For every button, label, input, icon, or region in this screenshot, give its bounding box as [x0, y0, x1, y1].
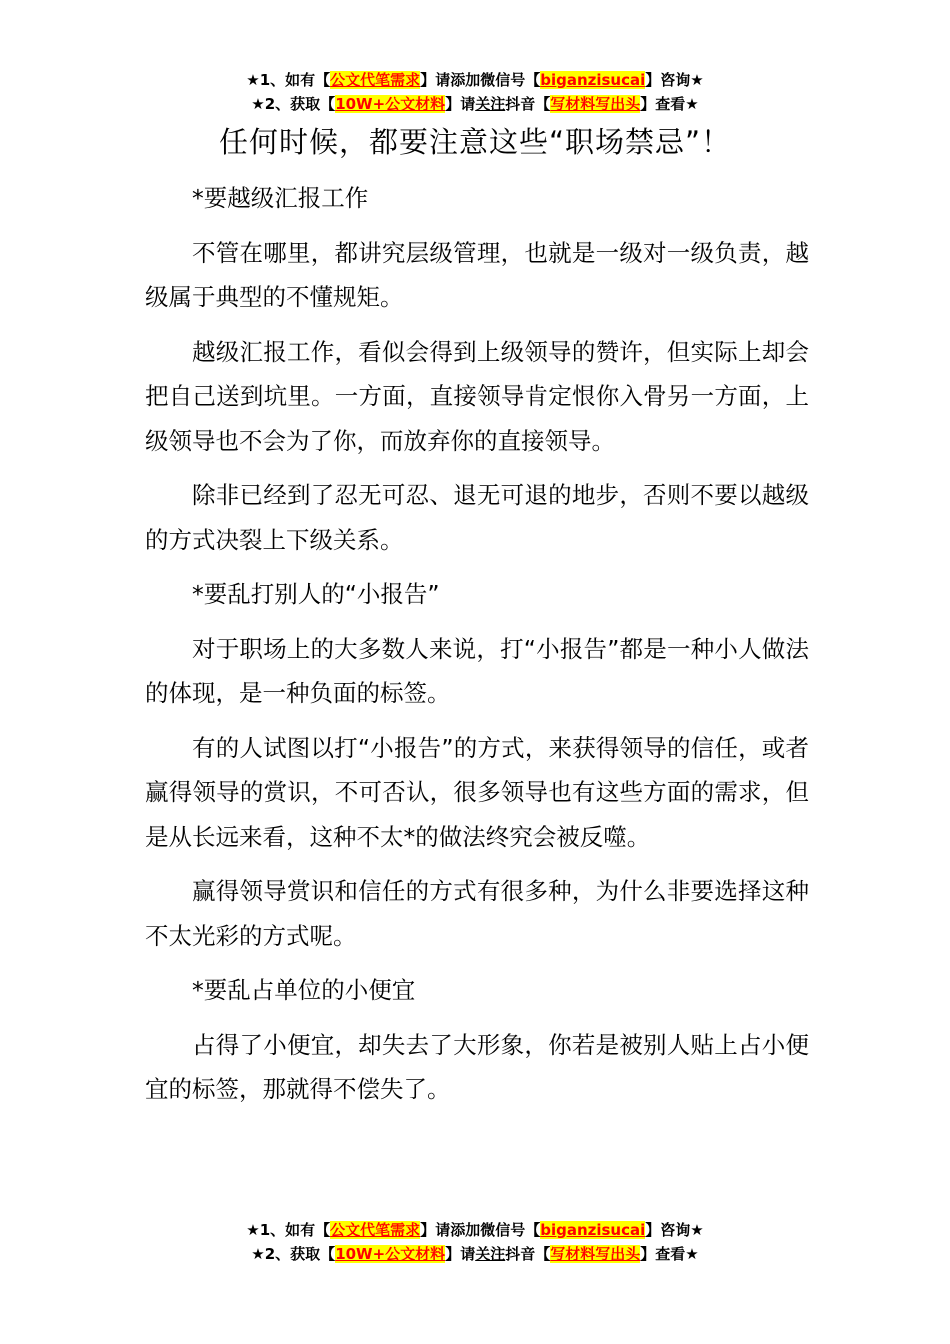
banner-text: ★1、如有【 [246, 71, 331, 89]
body-paragraph: 赢得领导赏识和信任的方式有很多种，为什么非要选择这种不太光彩的方式呢。 [145, 877, 809, 950]
banner-text: 】咨询★ [645, 1221, 704, 1239]
top-banner [0, 68, 950, 116]
banner-text: ★1、如有【 [246, 1221, 331, 1239]
banner-text: 】请添加微信号【 [420, 71, 541, 89]
banner-text: 抖音【 [505, 95, 551, 113]
banner-text: 关注 [475, 95, 506, 113]
banner-line-2 [0, 1242, 950, 1266]
body-paragraph: 除非已经到了忍无可忍、退无可退的地步，否则不要以越级的方式决裂上下级关系。 [145, 481, 809, 554]
banner-text: 】请添加微信号【 [420, 1221, 541, 1239]
banner-text: 】请 [445, 95, 476, 113]
banner-text: 】请 [445, 1245, 476, 1263]
banner-highlight: 10W+公文材料 [335, 95, 446, 113]
banner-line-2 [0, 92, 950, 116]
section-heading: *要乱打别人的“小报告” [192, 580, 440, 608]
body-paragraph: 有的人试图以打“小报告”的方式，来获得领导的信任，或者赢得领导的赏识，不可否认，很多领导也有这些方面的需求，但是从长远来看，这种不太*的做法终究会被反噬。 [145, 733, 809, 851]
douyin-id-highlight: 写材料写出头 [550, 95, 641, 113]
banner-highlight: 10W+公文材料 [335, 1245, 446, 1263]
body-paragraph: 对于职场上的大多数人来说，打“小报告”都是一种小人做法的体现，是一种负面的标签。 [145, 634, 809, 707]
banner-line-1 [0, 1218, 950, 1242]
document-title: 任何时候，都要注意这些“职场禁忌”！ [218, 125, 732, 159]
banner-line-1 [0, 68, 950, 92]
body-paragraph: 占得了小便宜，却失去了大形象，你若是被别人贴上占小便宜的标签，那就得不偿失了。 [145, 1030, 809, 1103]
wechat-id-highlight: biganzisucai [540, 71, 646, 89]
banner-text: ★2、获取【 [251, 95, 336, 113]
banner-text: 】查看★ [640, 1245, 699, 1263]
body-paragraph: 越级汇报工作，看似会得到上级领导的赞许，但实际上却会把自己送到坑里。一方面，直接领导肯定恨你入骨另一方面，上级领导也不会为了你，而放弃你的直接领导。 [145, 337, 809, 455]
bottom-banner [0, 1218, 950, 1266]
douyin-id-highlight: 写材料写出头 [550, 1245, 641, 1263]
banner-highlight: 公文代笔需求 [330, 71, 421, 89]
banner-text: 关注 [475, 1245, 506, 1263]
section-heading: *要越级汇报工作 [192, 184, 369, 212]
banner-highlight: 公文代笔需求 [330, 1221, 421, 1239]
banner-text: 】查看★ [640, 95, 699, 113]
wechat-id-highlight: biganzisucai [540, 1221, 646, 1239]
banner-text: 抖音【 [505, 1245, 551, 1263]
banner-text: 】咨询★ [645, 71, 704, 89]
banner-text: ★2、获取【 [251, 1245, 336, 1263]
document-body [145, 176, 809, 1122]
section-heading: *要乱占单位的小便宜 [192, 976, 416, 1004]
body-paragraph: 不管在哪里，都讲究层级管理，也就是一级对一级负责，越级属于典型的不懂规矩。 [145, 238, 809, 311]
